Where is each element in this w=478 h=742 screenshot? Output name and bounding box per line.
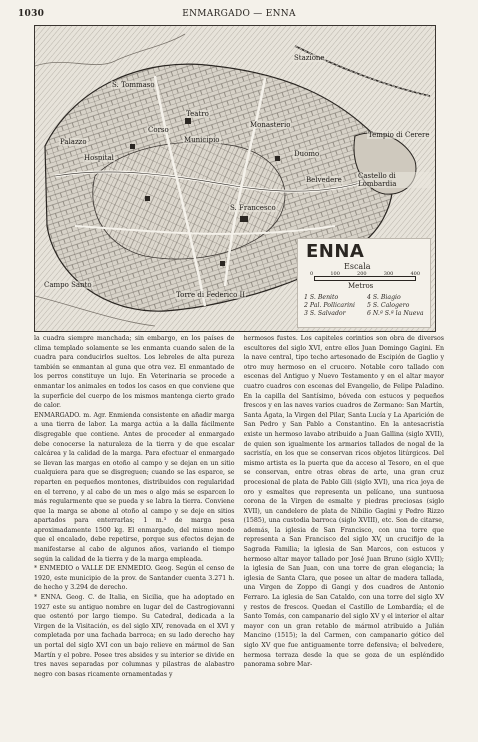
text-column-right — [244, 334, 445, 732]
scale-units: Metros — [348, 282, 374, 290]
legend-item: 6 N.ª S.ª la Nueva — [367, 310, 424, 317]
scale-tick: 300 — [383, 271, 394, 277]
entry-enmedio: * ENMEDIO o VALLE DE ENMEDIO. Geog. Según el censo de 1920, este municipio de la prov. de Santander cuenta 3.271 h. de hecho y 3.294 de derecho. — [34, 565, 235, 592]
scale-tick: 200 — [357, 271, 367, 277]
map-label-monasterio: Monasterio — [250, 121, 291, 129]
map-label-teatro: Teatro — [186, 110, 209, 118]
scale-tick: 100 — [330, 271, 340, 277]
map-title: ENNA — [306, 241, 365, 262]
page-number: 1030 — [18, 9, 45, 19]
map-label-duomo: Duomo — [294, 150, 320, 158]
map-label-torre: Torre di Federico II — [176, 291, 246, 299]
entry-enna: * ENNA. Geog. C. de Italia, en Sicilia, que ha adoptado en 1927 este su antiguo nombre en lugar del de Castrogiovanni que ostentó por largo tiempo. Su Catedral, dedicada a la Virgen de la Visitación, es del siglo XIV, renovada en el XVI y completada por una fachada barroca; en su lado derecho hay un portal del siglo XVI con un bajo relieve en mármol de San Martín y el pobre. Posee tres absides y su interior se divide en tres naves separadas por columnas y pilastras de alabastro negro con basas ricamente ornamentadas y — [34, 594, 235, 678]
scale-label: Escala — [344, 262, 371, 271]
scale-tick: 400 — [410, 271, 420, 277]
map-label-belvedere: Belvedere — [306, 176, 342, 184]
map-label-corso: Corso — [148, 126, 169, 134]
city-map — [34, 25, 436, 332]
scale-bar — [314, 276, 416, 281]
paragraph: hermosos fustes. Los capiteles corintios son obra de diversos escultores del siglo XVI, entre ellos Juan Domingo Gagini. En la nave central, tipo techo artesonado de Escipión de Gaglio y otro muy hermoso en el crucero. Notable coro tallado con escenas del Antiguo y Nuevo Testamento y en el altar mayor cuatro cuadros con escenas del Evangelio, de Felipe Paladino. En la capilla del Santísimo, bóveda con estucos y pequeños frescos y en las naves varios cuadros de Zermano: San Martín, Santa Ágata, la Virgen del Pilar, Santa Lucía y La Aparición de San Pedro y San Pablo a Constantino. En la antesacristía existe un hermoso lavabo atribuido a Juan Gallina (siglo XVII), de quien son igualmente los armarios tallados de nogal de la sacristía, en los que se conservan ricos objetos litúrgicos. Del mismo artista es la puerta que da acceso al Tesoro, en el que se conservan, entre otras obras de arte, una gran cruz procesional de plata de Pablo Gili (siglo XVI), una rica joya de oro y esmaltes que representa un pelícano, una suntuosa corona de la Virgen de esmalte y piedras preciosas (siglo XVII), un candelero de plata de Nibilio Gagini y Pedro Rizzo (1585), una custodia barroca (siglo XVIII), etc. Son de citarse, además, la iglesia de San Francisco, con una torre que representa a San Francisco del siglo XV, un crucifijo de la Sagrada Familia; la iglesia de San Marcos, con estucos y hermoso altar mayor tallado por José Juan Bruno (siglo XVII); la iglesia de San Juan, con una torre de gran elegancia; la iglesia de Santa Clara, que posee un altar de madera tallada, una Virgen de Zoppo di Gangi y dos cuadros de Antonio Ferraro. La iglesia de San Cataldo, con una torre del siglo XV y restos de frescos. Quedan el Castillo de Lombardía; el de Santo Tomás, con campanario del siglo XV y el interior el altar mayor con un gran retablo de mármol atribuido a Julián Mancino (1515); la del Carmen, con campanario gótico del siglo XV que fue antiguamente torre defensiva; el belvedere, hermosa terraza desde la que se goza de un espléndido panorama sobre Mar- — [243, 335, 444, 669]
map-label-s-tommaso: S. Tommaso — [112, 81, 155, 89]
running-head: ENMARGADO — ENNA — [182, 9, 296, 19]
map-label-hospital: Hospital — [84, 154, 114, 162]
map-label-campo-santo: Campo Santo — [44, 281, 92, 289]
entry-enmargado: ENMARGADO. m. Agr. Enmienda consistente en añadir marga a una tierra de labor. La marga actúa a la dalla fácilmente disgregable que contiene. Antes de proceder al enmargado debe conocerse la naturaleza de la tierra y de que escalar calcárea y la calidad de la marga. Para efectuar el enmargado se llevan las margas en otoño al campo y se dejan en un sitio cualquiera para que se disgreguen; cuando se las esparce, se reparten en pequeños montones, distribuidos con regularidad en el terreno, y al cabo de un mes o algo más se esparcen lo más regularmente que se pueda y se labra la tierra. Conviene que la marga se abone al otoño al campo y se deje en sitios apartados para enterrarlas; 1 m.³ de marga pesa aproximadamente 1500 kg. El enmargado, del mismo modo que el encalado, debe repetirse, porque sus efectos dejan de manifestarse al cabo de algunos años, variando el tiempo según la calidad de la tierra y de la marga empleada. — [34, 411, 235, 563]
map-label-tempio: Tempio di Cerere — [368, 131, 430, 139]
legend-item: 5 S. Calogero — [367, 302, 410, 309]
legend-item: 4 S. Biagio — [367, 294, 401, 301]
article-columns — [34, 334, 444, 732]
map-label-castello: Castello di Lombardia — [357, 172, 431, 188]
legend-item: 2 Pal. Pollicarini — [304, 302, 356, 309]
scale-tick: 0 — [310, 271, 314, 277]
text-column-left — [34, 334, 235, 732]
legend-list — [304, 294, 428, 317]
map-label-municipio: Municipio — [184, 136, 220, 144]
legend-item: 3 S. Salvador — [304, 310, 346, 317]
map-label-s-francesco: S. Francesco — [230, 204, 276, 212]
paragraph: la cuadra siempre manchada; sin embargo, en los países de clima templado solamente se les enmanta cuando salen de la cuadra para conducirlos sueltos. Los lebreles de alta pureza también se enmantan al guna que otra vez. El enmantado de los perros constituye un lujo. En Veterinaria se procede a enmantar los animales en todos los casos en que conviene que la superficie del cuerpo de los mismos mantenga cierto grado de calor. — [34, 335, 235, 410]
map-legend — [297, 238, 431, 328]
map-label-palazzo: Palazzo — [60, 138, 87, 146]
legend-item: 1 S. Benito — [304, 294, 339, 301]
map-label-stazione: Stazione — [294, 54, 325, 62]
page-header — [18, 7, 460, 23]
